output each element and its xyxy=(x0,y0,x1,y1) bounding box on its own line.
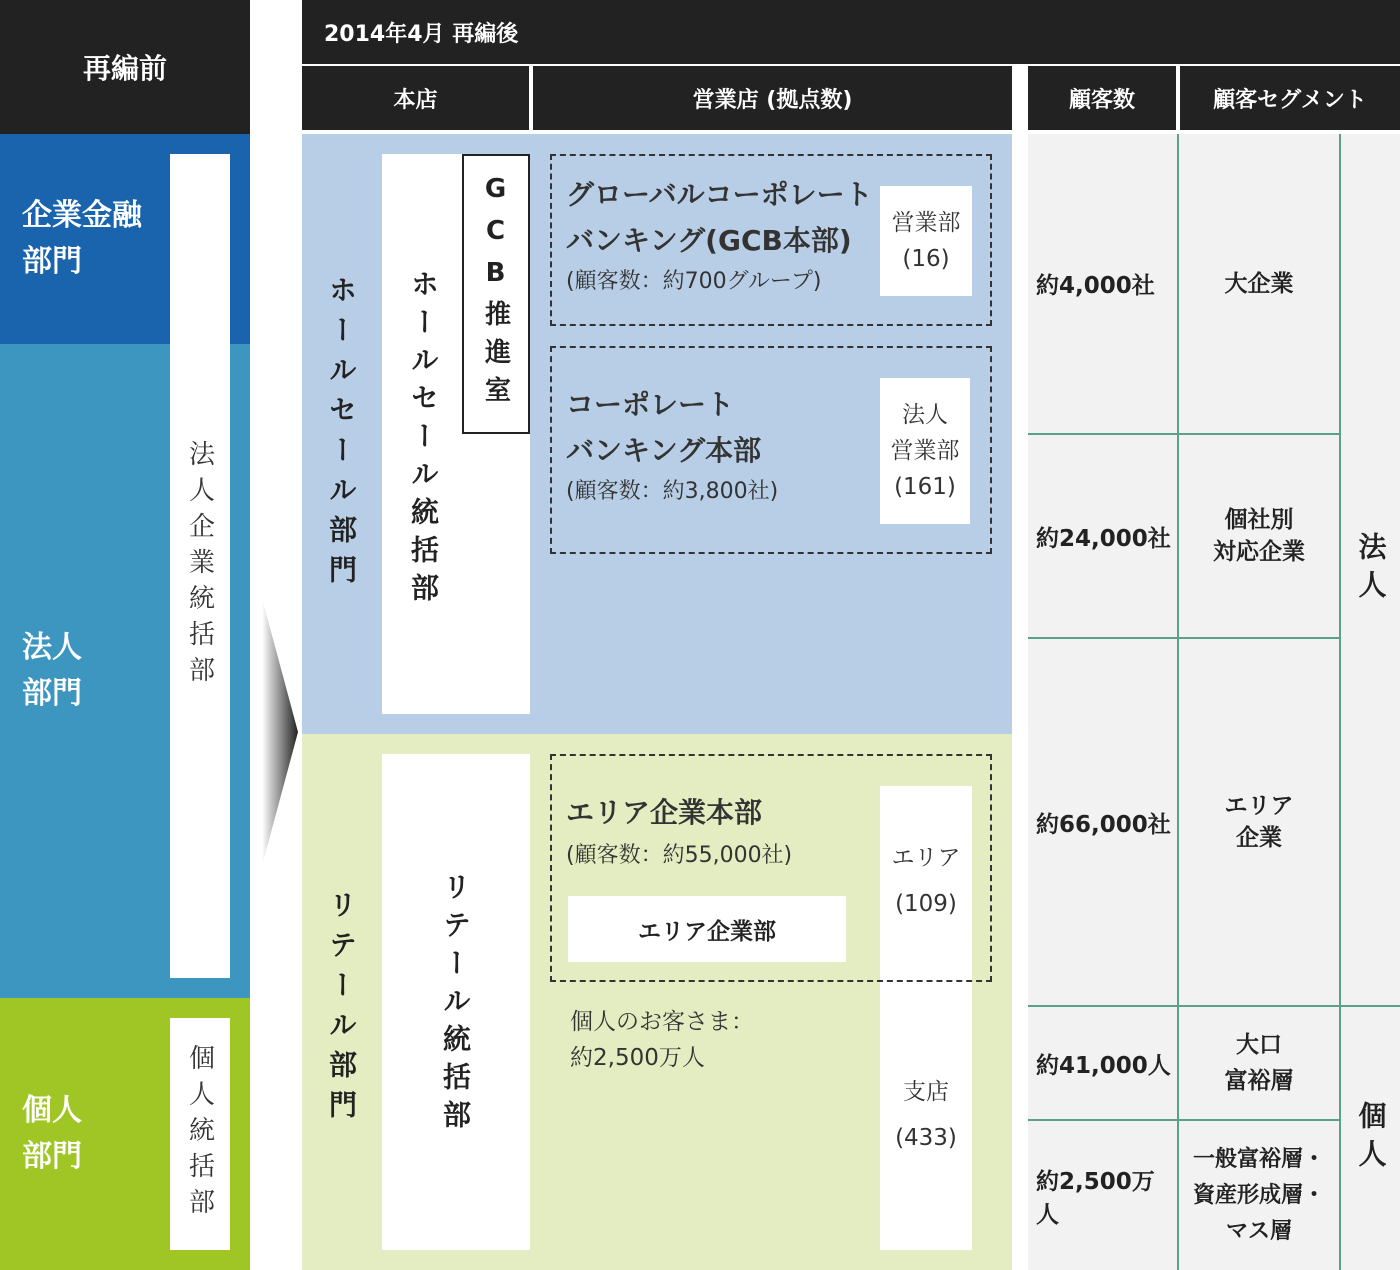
area-dept-box: エリア企業部 xyxy=(568,896,846,962)
branch-box xyxy=(880,1068,972,1162)
cb-title-2: バンキング本部 xyxy=(566,434,762,467)
col-branches: 営業店 (拠点数) xyxy=(533,66,1012,130)
table-row-3-segment xyxy=(1180,639,1338,1005)
gcb-office-box: GCB推進室 xyxy=(462,154,530,434)
table-row-4-segment xyxy=(1180,1007,1338,1119)
table-row-1-count: 約4,000社 xyxy=(1036,273,1155,299)
table-vline-1 xyxy=(1177,134,1179,1270)
wholesale-hq-label: ホールセール統括部 xyxy=(407,269,440,611)
wholesale-division-label: ホールセール部門 xyxy=(325,275,358,595)
cb-branch-label-2: 営業部 xyxy=(890,438,960,464)
gcb-branch-label: 営業部 xyxy=(891,210,961,236)
gcb-title-2: バンキング(GCB本部) xyxy=(566,224,852,257)
before-header: 再編前 xyxy=(0,0,250,134)
individual-customers-2: 約2,500万人 xyxy=(570,1045,705,1071)
branch-count: (433) xyxy=(895,1125,957,1151)
table-row-5-seg-2: 資産形成層・ xyxy=(1192,1182,1325,1208)
area-text xyxy=(566,790,886,869)
table-row-3-seg-1: エリア xyxy=(1224,793,1294,819)
corporate-finance-label-1: 企業金融 xyxy=(22,198,142,233)
cb-branch-label-1: 法人 xyxy=(902,402,948,428)
area-branch-count: (109) xyxy=(895,891,957,917)
table-row-5-seg-3: マス層 xyxy=(1225,1218,1292,1244)
individual-customers-note xyxy=(570,1004,860,1076)
table-row-4-count: 約41,000人 xyxy=(1036,1052,1171,1079)
gcb-branch-box xyxy=(880,186,972,296)
individual-label-1: 個人 xyxy=(22,1093,82,1128)
table-row-4-seg-1: 大口 xyxy=(1236,1032,1282,1058)
table-row-3-seg-2: 企業 xyxy=(1236,825,1282,851)
table-row-5-segment xyxy=(1180,1121,1338,1270)
transition-arrow-icon xyxy=(258,598,302,866)
table-row-2-count: 約24,000社 xyxy=(1036,525,1171,552)
table-row-5-count: 約2,500万人 xyxy=(1036,1168,1155,1228)
cb-branch-count: (161) xyxy=(894,474,956,500)
col-customers: 顧客数 xyxy=(1028,66,1176,130)
corporate-label-1: 法人 xyxy=(22,630,82,665)
cb-title-1: コーポレート xyxy=(566,388,735,421)
table-row-3-count: 約66,000社 xyxy=(1036,811,1171,838)
retail-division-label: リテール部門 xyxy=(325,890,358,1130)
individual-label-2: 部門 xyxy=(22,1139,82,1174)
table-row-2-seg-1: 個社別 xyxy=(1224,507,1294,533)
col-segment: 顧客セグメント xyxy=(1180,66,1400,130)
cb-branch-box xyxy=(880,378,970,524)
table-row-2-segment xyxy=(1180,435,1338,637)
area-branch xyxy=(880,836,972,926)
corporate-label-2: 部門 xyxy=(22,676,82,711)
after-header: 2014年4月 再編後 xyxy=(302,0,1400,64)
col-head-office: 本店 xyxy=(302,66,529,130)
corporate-finance-label-2: 部門 xyxy=(22,244,82,279)
gcb-branch-count: (16) xyxy=(902,246,950,272)
gcb-text xyxy=(566,172,886,295)
individual-customers-1: 個人のお客さま： xyxy=(570,1009,754,1035)
corporate-hq-box: 法人企業統括部 xyxy=(170,154,230,978)
group-individual: 個人 xyxy=(1354,1100,1388,1177)
gcb-customers: (顧客数：約700グループ) xyxy=(566,269,822,294)
cb-customers: (顧客数：約3,800社) xyxy=(566,479,779,504)
cb-text xyxy=(566,382,886,505)
area-title: エリア企業本部 xyxy=(566,796,763,829)
branch-label: 支店 xyxy=(903,1079,949,1105)
individual-hq-box: 個人統括部 xyxy=(170,1018,230,1250)
table-row-1-segment: 大企業 xyxy=(1224,270,1294,297)
table-row-4-seg-2: 富裕層 xyxy=(1224,1068,1294,1094)
retail-hq-label: リテール統括部 xyxy=(439,872,472,1138)
gcb-title-1: グローバルコーポレート xyxy=(566,178,873,211)
group-corporate: 法人 xyxy=(1354,531,1388,608)
area-branch-label: エリア xyxy=(891,845,961,871)
area-customers: (顧客数：約55,000社) xyxy=(566,843,793,868)
table-row-2-seg-2: 対応企業 xyxy=(1213,539,1305,565)
table-row-5-seg-1: 一般富裕層・ xyxy=(1192,1146,1325,1172)
